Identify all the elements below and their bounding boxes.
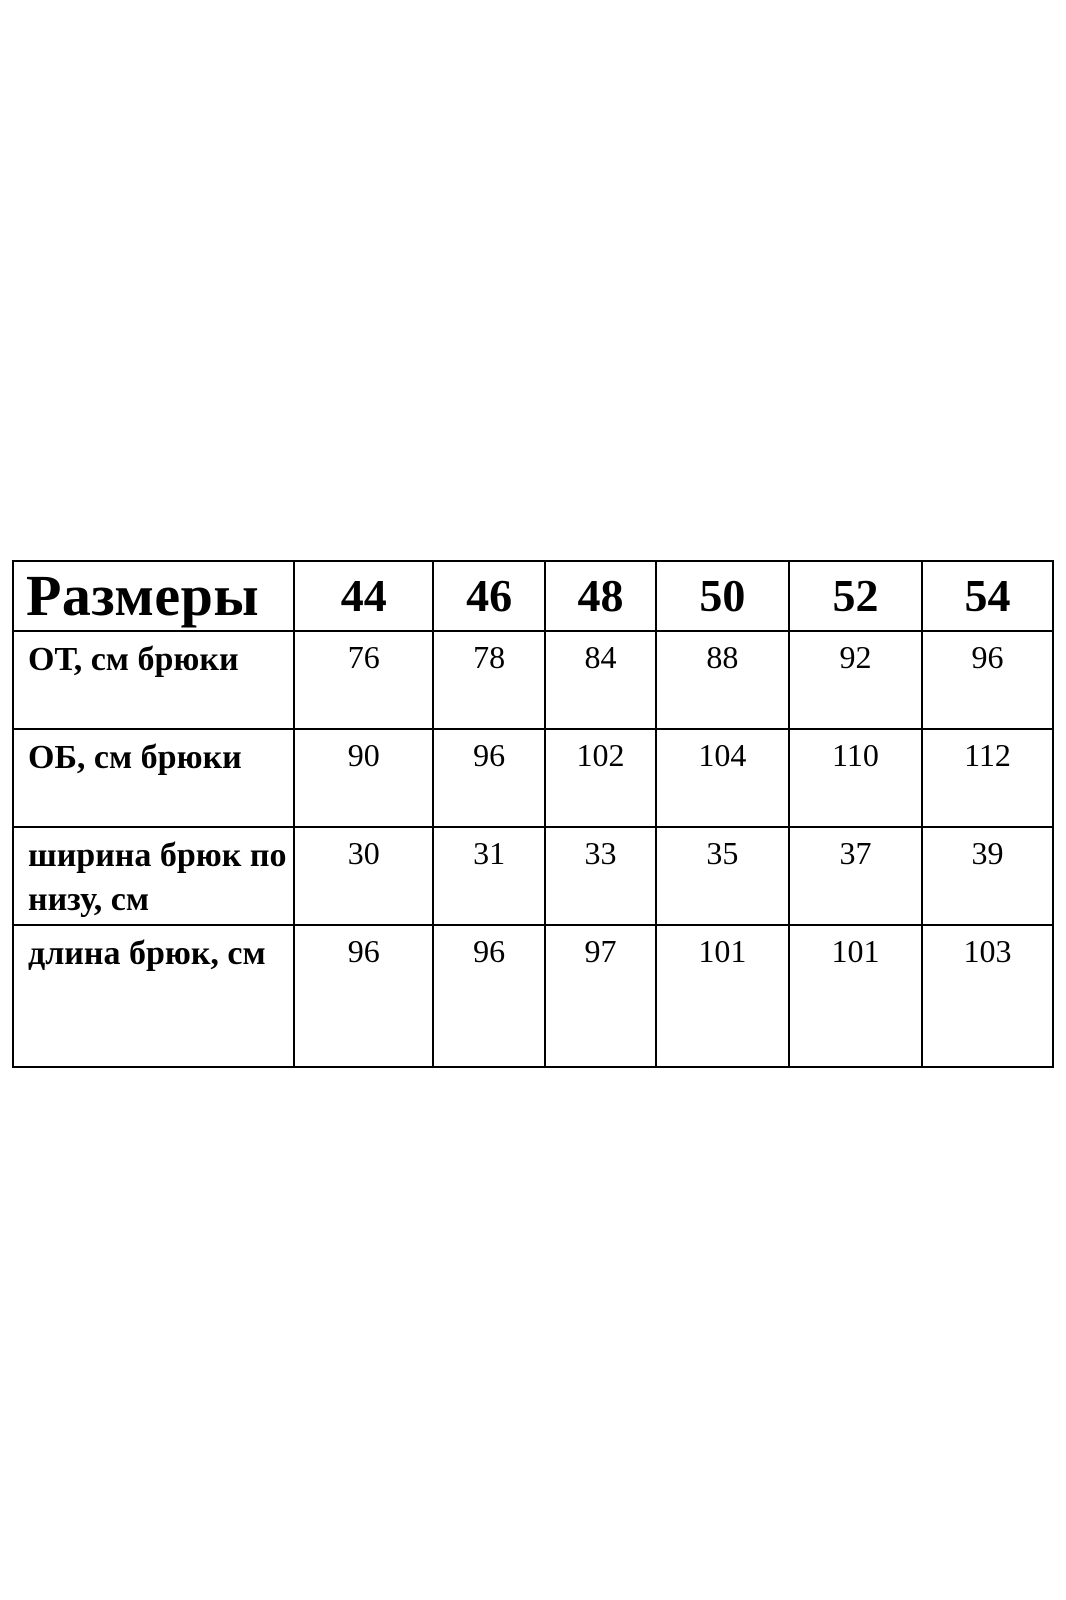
table-cell: 101 — [656, 925, 789, 1067]
table-cell: 39 — [922, 827, 1053, 925]
row-label: ОТ, см брюки — [13, 631, 294, 729]
table-cell: 110 — [789, 729, 922, 827]
size-header: 52 — [789, 561, 922, 631]
size-header: 46 — [433, 561, 545, 631]
table-cell: 31 — [433, 827, 545, 925]
table-cell: 96 — [922, 631, 1053, 729]
table-cell: 101 — [789, 925, 922, 1067]
table-row — [13, 631, 1053, 729]
table-cell: 90 — [294, 729, 433, 827]
size-header: 44 — [294, 561, 433, 631]
table-cell: 35 — [656, 827, 789, 925]
size-header: 50 — [656, 561, 789, 631]
table-cell: 37 — [789, 827, 922, 925]
table-cell: 104 — [656, 729, 789, 827]
table-cell: 96 — [433, 729, 545, 827]
header-label: Размеры — [13, 561, 294, 631]
size-chart-table — [12, 560, 1054, 1068]
header-row — [13, 561, 1053, 631]
table-cell: 96 — [294, 925, 433, 1067]
table-cell: 103 — [922, 925, 1053, 1067]
table-cell: 84 — [545, 631, 656, 729]
table-cell: 78 — [433, 631, 545, 729]
table-cell: 96 — [433, 925, 545, 1067]
size-header: 48 — [545, 561, 656, 631]
row-label: ширина брюк по низу, см — [13, 827, 294, 925]
table-cell: 33 — [545, 827, 656, 925]
table-row — [13, 925, 1053, 1067]
table-cell: 76 — [294, 631, 433, 729]
row-label: длина брюк, см — [13, 925, 294, 1067]
table-cell: 88 — [656, 631, 789, 729]
table-cell: 102 — [545, 729, 656, 827]
table-row — [13, 827, 1053, 925]
row-label: ОБ, см брюки — [13, 729, 294, 827]
table-cell: 112 — [922, 729, 1053, 827]
table-cell: 92 — [789, 631, 922, 729]
table-cell: 97 — [545, 925, 656, 1067]
table-row — [13, 729, 1053, 827]
size-header: 54 — [922, 561, 1053, 631]
table-cell: 30 — [294, 827, 433, 925]
